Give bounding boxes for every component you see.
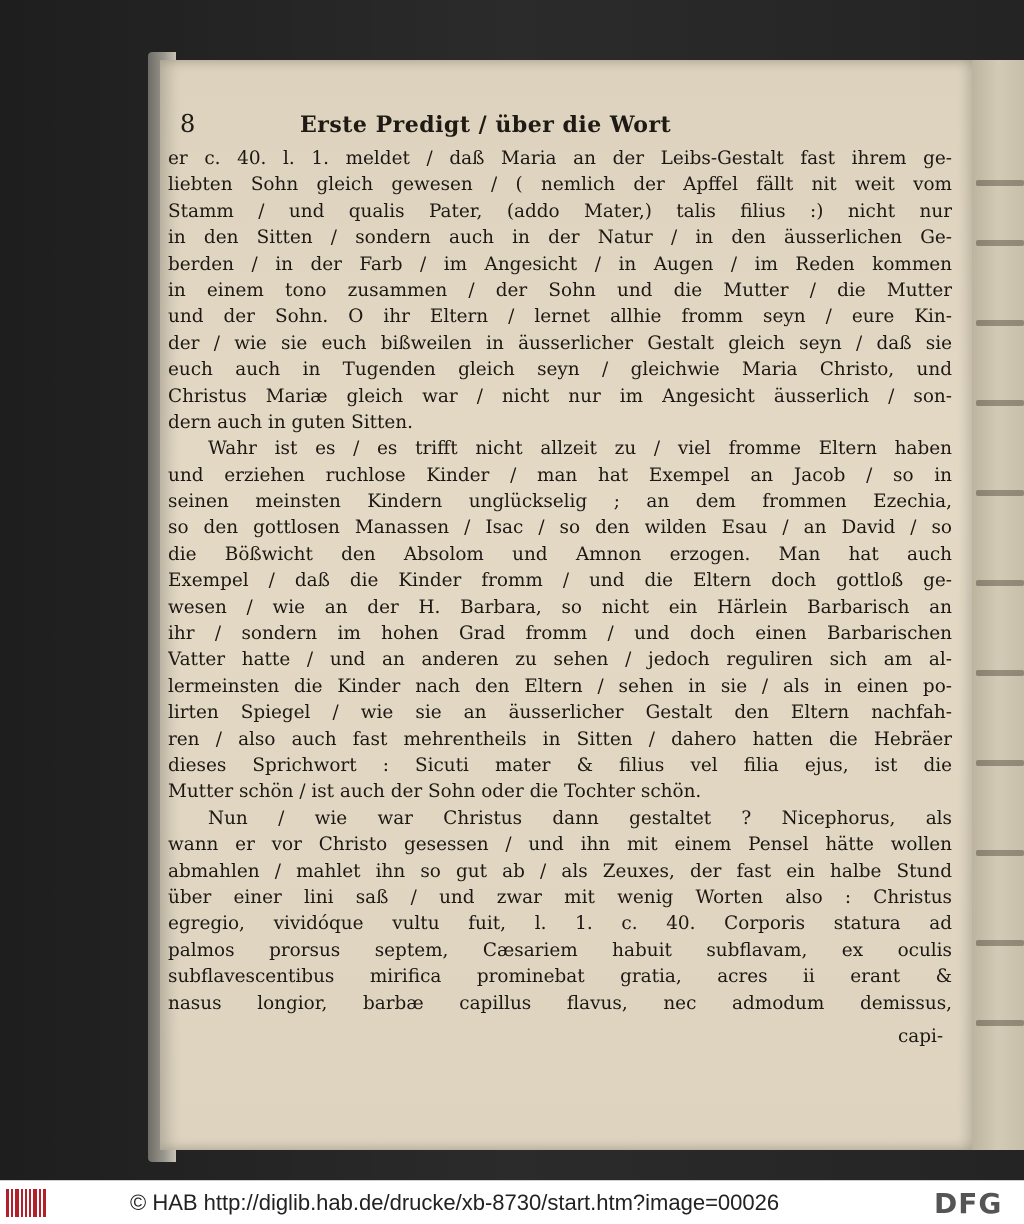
text-line: Wahr ist es / es trifft nicht allzeit zu / viel fromme Eltern haben [208,438,952,460]
text-line: nasus longior, barbæ capillus flavus, nec admodum demissus, [168,992,952,1014]
viewer-footer [0,1180,1024,1224]
text-line: liebten Sohn gleich gewesen / ( nemlich der Apffel fällt nit weit vom [168,174,952,196]
running-head: Erste Predigt / über die Wort [300,112,672,138]
text-line: ihr / sondern im hohen Grad fromm / und doch einen Barbarischen [168,623,952,645]
text-line: wesen / wie an der H. Barbara, so nicht ein Härlein Barbarisch an [168,596,952,618]
text-line: seinen meinsten Kindern unglückselig ; an dem frommen Ezechia, [168,491,952,513]
page-number: 8 [180,110,196,138]
text-line: in einem tono zusammen / der Sohn und die Mutter / die Mutter [168,279,952,301]
page-header [180,110,780,150]
text-line: palmos prorsus septem, Cæsariem habuit subflavam, ex oculis [168,939,952,961]
text-line: egregio, vividóque vultu fuit, l. 1. c. 40. Corporis statura ad [168,913,952,935]
text-line: die Bößwicht den Absolom und Amnon erzogen. Man hat auch [168,543,952,565]
text-line: subflavescentibus mirifica prominebat gratia, acres ii erant & [168,966,952,988]
dfg-logo-icon: DFG [934,1187,1003,1220]
text-line: wann er vor Christo gesessen / und ihn mit einem Pensel hätte wollen [168,834,952,856]
text-line: er c. 40. l. 1. meldet / daß Maria an der Leibs-Gestalt fast ihrem ge- [168,148,952,169]
text-line: und der Sohn. O ihr Eltern / lernet allhie fromm seyn / eure Kin- [168,306,952,328]
text-line: Exempel / daß die Kinder fromm / und die Eltern doch gottloß ge- [168,570,952,592]
text-line: abmahlen / mahlet ihn so gut ab / als Zeuxes, der fast ein halbe Stund [168,860,952,882]
body-text [168,146,952,1017]
text-line: berden / in der Farb / im Angesicht / in Augen / im Reden kommen [168,253,952,275]
facing-page-edge [972,60,1024,1150]
citation-link[interactable]: © HAB http://diglib.hab.de/drucke/xb-8730/start.htm?image=00026 [130,1190,780,1215]
hab-barcode-logo-icon [6,1189,46,1217]
text-line: Christus Mariæ gleich war / nicht nur im Angesicht äusserlich / son- [168,385,952,407]
text-line: über einer lini saß / und zwar mit wenig Worten also : Christus [168,886,952,908]
text-line: ren / also auch fast mehrentheils in Sitten / dahero hatten die Hebräer [168,728,952,750]
text-line: und erziehen ruchlose Kinder / man hat Exempel an Jacob / so in [168,464,952,486]
text-line: Mutter schön / ist auch der Sohn oder die Tochter schön. [168,781,702,803]
text-line: Nun / wie war Christus dann gestaltet ? Nicephorus, als [208,807,952,829]
text-line: dern auch in guten Sitten. [168,411,413,433]
text-line: lermeinsten die Kinder nach den Eltern / sehen in sie / als in einen po- [168,675,952,697]
text-line: in den Sitten / sondern auch in der Natur / in den äusserlichen Ge- [168,227,952,249]
text-line: so den gottlosen Manassen / Isac / so den wilden Esau / an David / so [168,517,952,539]
text-line: der / wie sie euch bißweilen in äusserlicher Gestalt gleich seyn / daß sie [168,332,952,354]
text-line: dieses Sprichwort : Sicuti mater & filius vel filia ejus, ist die [168,754,952,776]
text-line: Stamm / und qualis Pater, (addo Mater,) talis filius :) nicht nur [168,200,952,222]
text-line: Vatter hatte / und an anderen zu sehen / jedoch reguliren sich am al- [168,649,952,671]
text-line: lirten Spiegel / wie sie an äusserlicher Gestalt den Eltern nachfah- [168,702,952,724]
text-line: euch auch in Tugenden gleich seyn / gleichwie Maria Christo, und [168,359,952,381]
catchword: capi- [898,1026,944,1047]
